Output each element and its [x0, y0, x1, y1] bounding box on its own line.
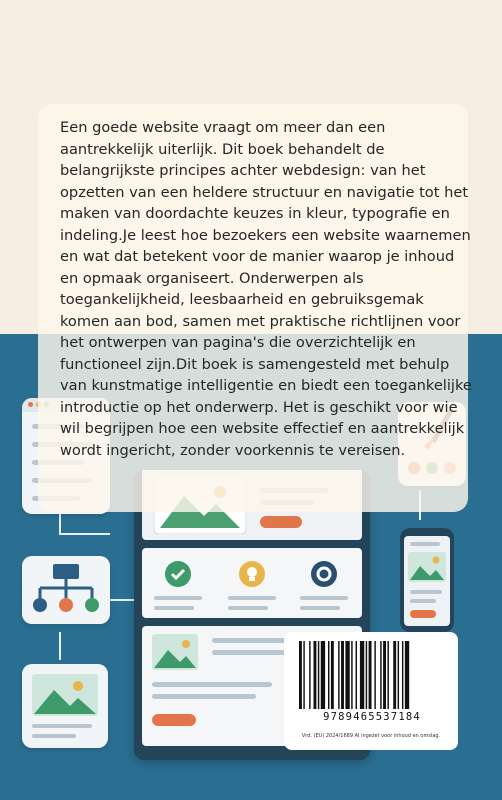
phone-line — [410, 590, 442, 594]
content-image-icon — [152, 634, 198, 670]
phone-line — [410, 599, 436, 603]
isbn-digits: 9789465537184 — [323, 711, 421, 723]
hero-cta — [260, 516, 302, 528]
content-line — [152, 682, 272, 687]
phone-line — [410, 542, 440, 546]
check-circle-icon — [164, 560, 192, 588]
barcode-icon — [299, 641, 445, 709]
feature-line — [228, 606, 268, 610]
image-card — [22, 664, 108, 748]
phone-cta — [410, 610, 436, 618]
sitemap-icon — [22, 556, 110, 624]
back-cover-blurb: Een goede website vraagt om meer dan een aantrekkelijk uiterlijk. Dit boek behandelt de belangrijkste principes achter webdesign: van het opzetten van een heldere structuur en navigatie tot het maken van doordachte keuzes in kleur, typografie en indeling.Je leest hoe bezoekers een website waarnemen en wat dat betekent voor de manier waarop je inhoud en opmaak organiseert. Onderwerpen als toegankelijkheid, leesbaarheid en gebruiksgemak komen aan bod, samen met praktische richtlijnen voor het ontwerpen van pagina's die overzichtelijk en functioneel zijn.Dit boek is samengesteld met behulp van kunstmatige intelligentie en biedt een toegankelijke introductie op het onderwerp. Het is geschikt voor wie wil begrijpen hoe een website effectief en aantrekkelijk wordt ingericht, zonder voorkennis te vereisen. — [60, 119, 472, 459]
phone-image-icon — [408, 552, 446, 582]
lightbulb-icon — [238, 560, 266, 588]
feature-line — [154, 606, 194, 610]
window-dot — [28, 402, 33, 407]
feature-line — [300, 606, 340, 610]
phone-mockup — [400, 528, 454, 632]
content-cta — [152, 714, 196, 726]
feature-section — [142, 548, 362, 618]
content-line — [152, 694, 256, 699]
phone-screen — [404, 536, 450, 626]
image-icon — [22, 664, 108, 748]
sitemap-card — [22, 556, 110, 624]
gear-icon — [310, 560, 338, 588]
ai-disclosure-note: Vrd. (EU) 2024/1689 AI ingezet voor inhoud en omslag. — [301, 733, 441, 739]
feature-line — [154, 596, 202, 600]
feature-line — [228, 596, 276, 600]
feature-line — [300, 596, 348, 600]
